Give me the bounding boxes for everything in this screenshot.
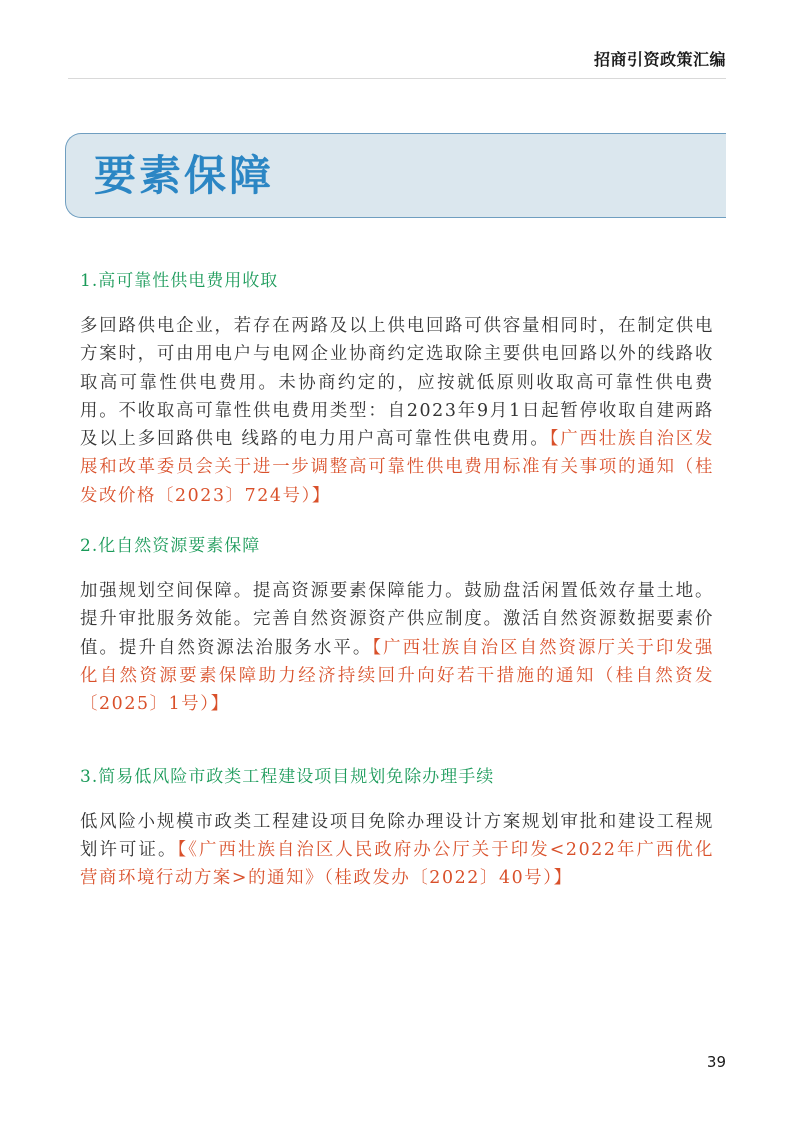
section-title: 要素保障 [94, 151, 275, 200]
policy-item [80, 267, 714, 510]
item-heading: 2.化自然资源要素保障 [80, 536, 261, 557]
item-paragraph [80, 312, 714, 510]
item-body-text: 低风险小规模市政类工程建设项目免除办理设计方案规划审批和建设工程规划许可证。 [80, 811, 714, 860]
item-paragraph [80, 577, 714, 718]
item-heading: 1.高可靠性供电费用收取 [80, 271, 279, 291]
item-paragraph [80, 808, 714, 893]
policy-reference: 【广西壮族自治区自然资源厅关于印发强化自然资源要素保障助力经济持续回升向好若干措施的通知（桂自然资发〔2025〕1号）】 [80, 637, 714, 715]
running-header-title: 招商引资政策汇编 [593, 50, 726, 69]
header-divider [68, 78, 726, 79]
section-banner [65, 133, 726, 218]
policy-reference: 【《广西壮族自治区人民政府办公厅关于印发<2022年广西优化营商环境行动方案>的通知》（桂政发办〔2022〕40号）】 [80, 839, 714, 889]
policy-reference: 【广西壮族自治区发展和改革委员会关于进一步调整高可靠性供电费用标准有关事项的通知（桂发改价格〔2023〕724号）】 [80, 429, 715, 506]
item-heading: 3.简易低风险市政类工程建设项目规划免除办理手续 [80, 766, 495, 787]
policy-item [80, 763, 714, 893]
page-number: 39 [706, 1053, 726, 1071]
item-body-text: 多回路供电企业，若存在两路及以上供电回路可供容量相同时，在制定供电方案时，可由用电户与电网企业协商约定选取除主要供电回路以外的线路收 取高可靠性供电费用。未协商约定的，应按就低原则收取高可靠性供电费用。不收取高可靠性供电费用类型：自2023年9月1日起暂停收取自建两路及以上多回路供电 线路的电力用户高可靠性供电费用。 [80, 316, 714, 450]
item-body-text: 加强规划空间保障。提高资源要素保障能力。鼓励盘活闲置低效存量土地。提升审批服务效能。完善自然资源资产供应制度。激活自然资源数据要素价值。提升自然资源法治服务水平。 [80, 581, 714, 658]
content-body [80, 267, 714, 892]
policy-item [80, 532, 714, 718]
